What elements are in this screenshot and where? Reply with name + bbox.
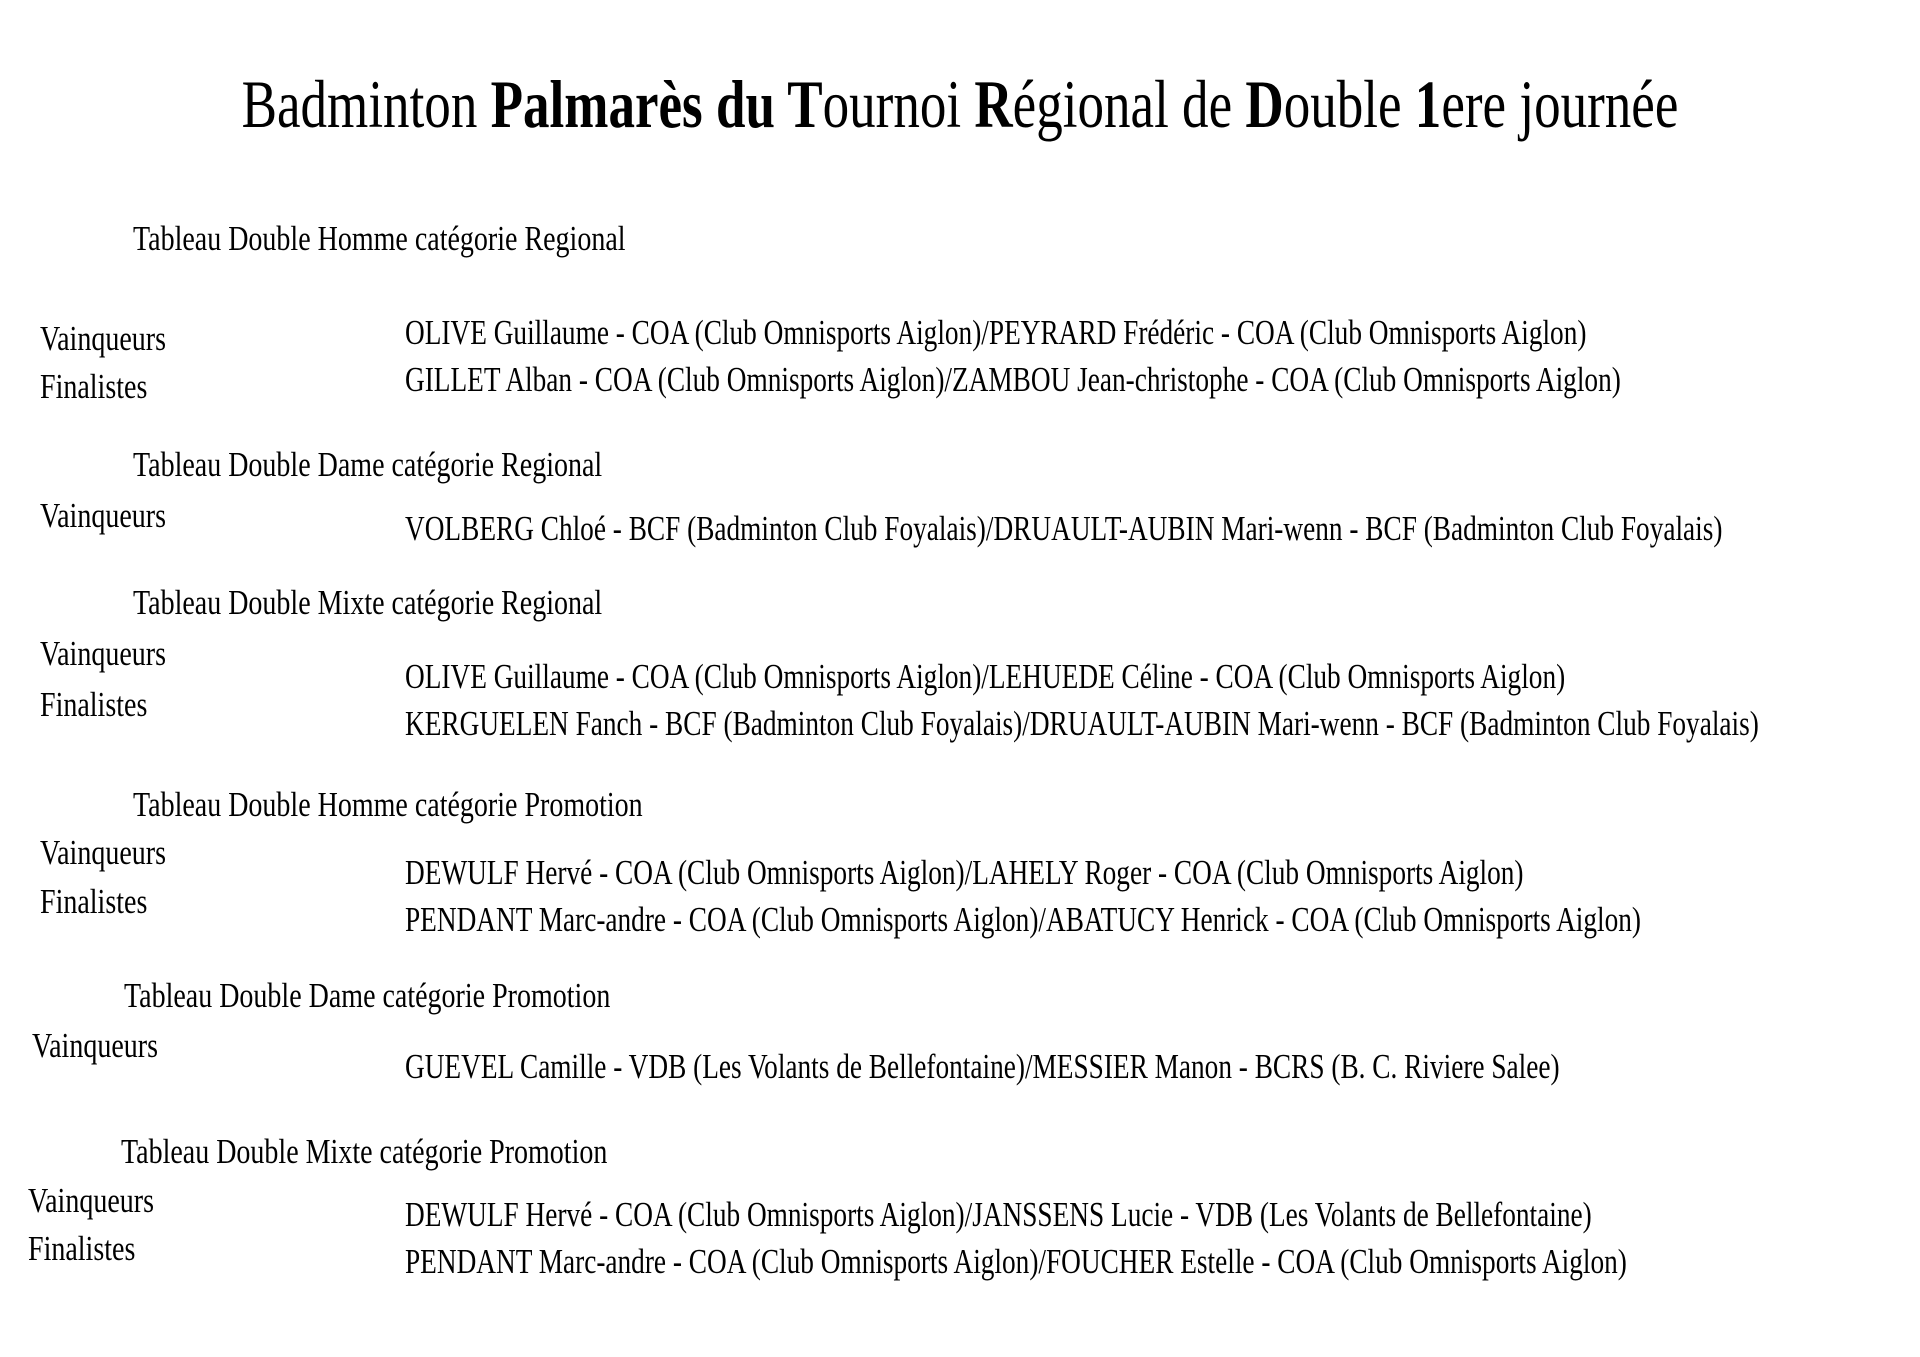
finalists-label: Finalistes [28,1229,136,1268]
finalists-label: Finalistes [40,367,148,406]
title-part: R [974,66,1013,142]
winners-label: Vainqueurs [28,1181,154,1220]
title-part: égional de [1012,66,1246,142]
winners-entry: DEWULF Hervé - COA (Club Omnisports Aiglon)/JANSSENS Lucie - VDB (Les Volants de Bellefontaine) [405,1195,1592,1234]
title-part: Palmarès du T [490,66,823,142]
section-heading: Tableau Double Homme catégorie Promotion [133,785,643,824]
finalists-entry: KERGUELEN Fanch - BCF (Badminton Club Foyalais)/DRUAULT-AUBIN Mari-wenn - BCF (Badminton Club Foyalais) [405,704,1759,743]
winners-label: Vainqueurs [40,634,166,673]
section-heading: Tableau Double Homme catégorie Regional [133,219,626,258]
title-part: 1 [1414,66,1442,142]
section-heading: Tableau Double Mixte catégorie Regional [133,583,603,622]
winners-entry: OLIVE Guillaume - COA (Club Omnisports Aiglon)/LEHUEDE Céline - COA (Club Omnisports Aiglon) [405,657,1566,696]
winners-label: Vainqueurs [40,833,166,872]
finalists-label: Finalistes [40,882,148,921]
finalists-entry: PENDANT Marc-andre - COA (Club Omnisports Aiglon)/ABATUCY Henrick - COA (Club Omnisports Aiglon) [405,900,1642,939]
title-part: ere journée [1441,66,1679,142]
finalists-label: Finalistes [40,685,148,724]
title-part: Badminton [241,66,491,142]
winners-label: Vainqueurs [32,1026,158,1065]
title-part: ouble [1283,66,1415,142]
finalists-entry: PENDANT Marc-andre - COA (Club Omnisports Aiglon)/FOUCHER Estelle - COA (Club Omnisports Aiglon) [405,1242,1627,1281]
finalists-entry: GILLET Alban - COA (Club Omnisports Aiglon)/ZAMBOU Jean-christophe - COA (Club Omnisports Aiglon) [405,360,1621,399]
winners-entry: VOLBERG Chloé - BCF (Badminton Club Foyalais)/DRUAULT-AUBIN Mari-wenn - BCF (Badminton Club Foyalais) [405,509,1723,548]
title-part: ournoi [822,66,975,142]
section-heading: Tableau Double Mixte catégorie Promotion [121,1132,608,1171]
section-heading: Tableau Double Dame catégorie Regional [133,445,603,484]
page-title [211,64,1709,144]
winners-label: Vainqueurs [40,496,166,535]
section-heading: Tableau Double Dame catégorie Promotion [124,976,611,1015]
title-part: D [1245,66,1284,142]
winners-entry: OLIVE Guillaume - COA (Club Omnisports Aiglon)/PEYRARD Frédéric - COA (Club Omnisports Aiglon) [405,313,1587,352]
winners-entry: DEWULF Hervé - COA (Club Omnisports Aiglon)/LAHELY Roger - COA (Club Omnisports Aiglon) [405,853,1524,892]
winners-entry: GUEVEL Camille - VDB (Les Volants de Bellefontaine)/MESSIER Manon - BCRS (B. C. Riviere Salee) [405,1047,1560,1086]
winners-label: Vainqueurs [40,319,166,358]
